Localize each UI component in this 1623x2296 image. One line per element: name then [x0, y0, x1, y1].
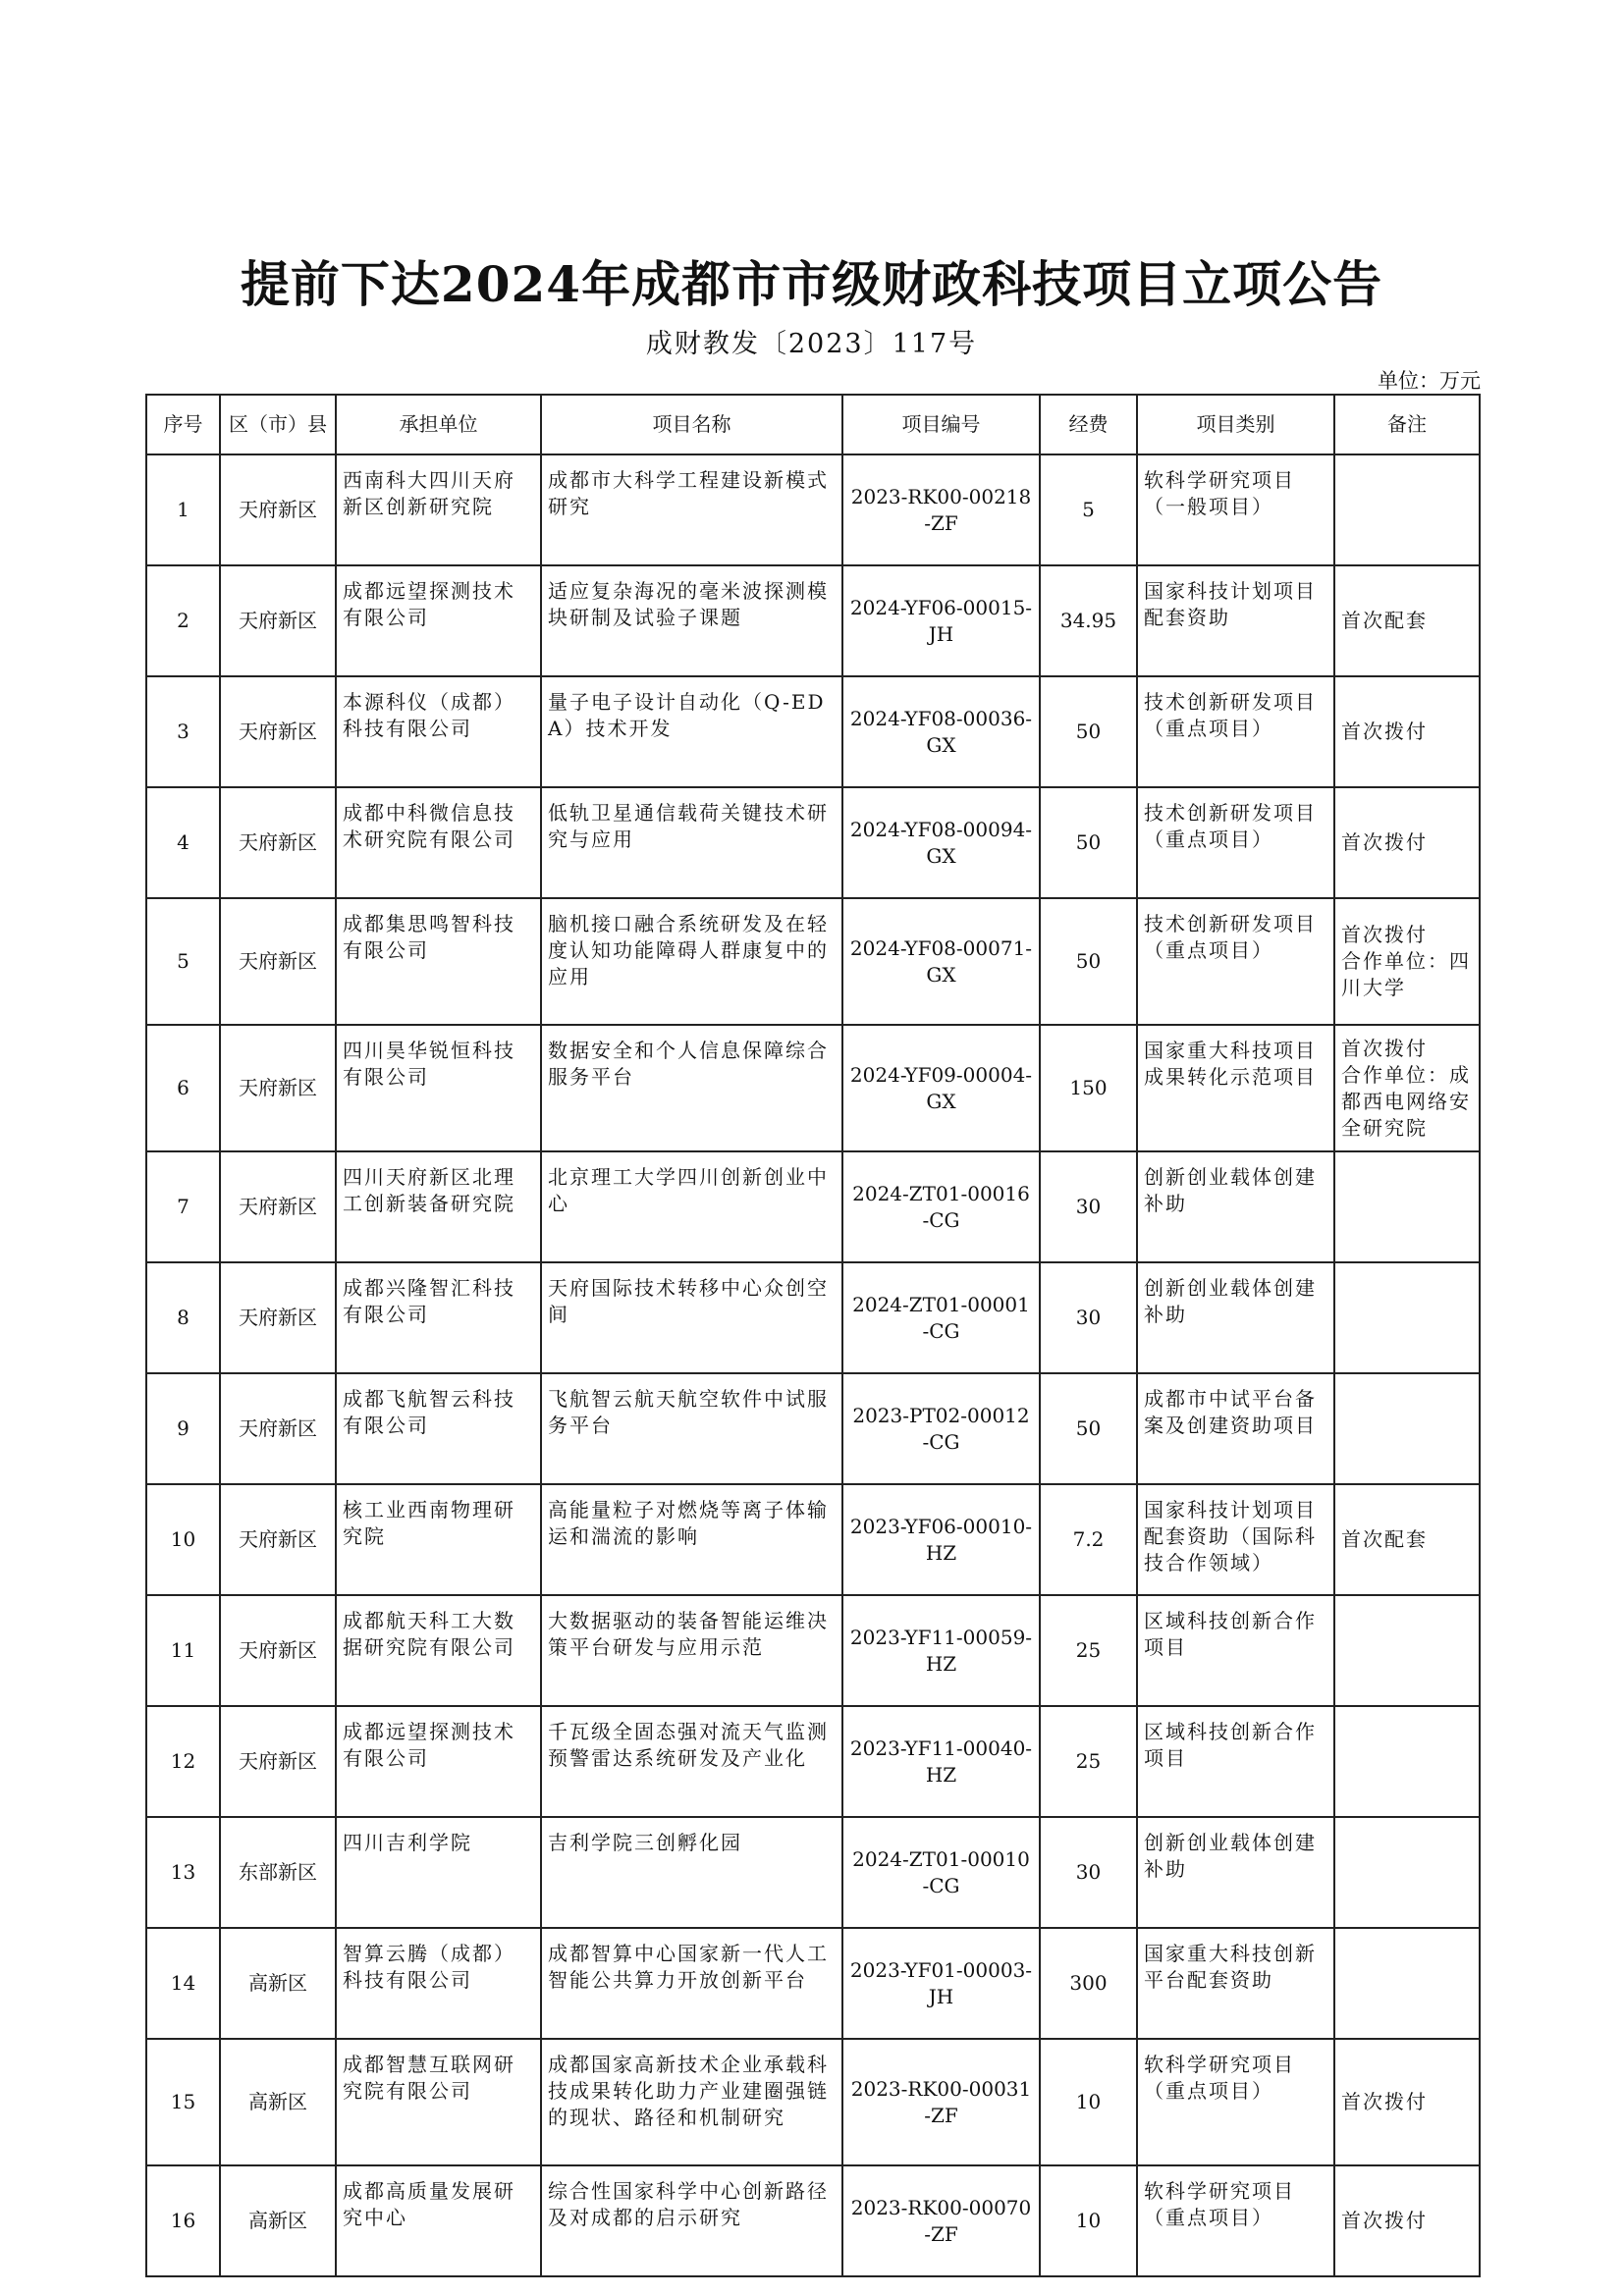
- cell-org: 四川天府新区北理工创新装备研究院: [336, 1151, 541, 1262]
- cell-code: 2023-PT02-00012-CG: [842, 1373, 1040, 1484]
- cell-org: 四川昊华锐恒科技有限公司: [336, 1025, 541, 1151]
- cell-remark: [1334, 1373, 1480, 1484]
- header-org: 承担单位: [336, 395, 541, 454]
- cell-district: 天府新区: [220, 1262, 336, 1373]
- cell-category: 技术创新研发项目（重点项目）: [1137, 787, 1334, 898]
- unit-label: 单位：万元: [1378, 369, 1481, 393]
- cell-no: 11: [146, 1595, 220, 1706]
- cell-category: 国家重大科技项目成果转化示范项目: [1137, 1025, 1334, 1151]
- cell-category: 创新创业载体创建补助: [1137, 1151, 1334, 1262]
- table-row: [146, 1484, 1480, 1595]
- cell-category: 国家重大科技创新平台配套资助: [1137, 1928, 1334, 2039]
- cell-no: 15: [146, 2039, 220, 2165]
- cell-category: 区域科技创新合作项目: [1137, 1706, 1334, 1817]
- cell-code: 2023-RK00-00031-ZF: [842, 2039, 1040, 2165]
- cell-funds: 7.2: [1040, 1484, 1137, 1595]
- table-row: [146, 898, 1480, 1025]
- cell-project: 成都国家高新技术企业承载科技成果转化助力产业建圈强链的现状、路径和机制研究: [541, 2039, 842, 2165]
- cell-project: 低轨卫星通信载荷关键技术研究与应用: [541, 787, 842, 898]
- cell-project: 脑机接口融合系统研发及在轻度认知功能障碍人群康复中的应用: [541, 898, 842, 1025]
- header-no: 序号: [146, 395, 220, 454]
- header-code: 项目编号: [842, 395, 1040, 454]
- cell-code: 2023-YF01-00003-JH: [842, 1928, 1040, 2039]
- document-number: 成财教发〔2023〕117号: [645, 329, 978, 359]
- cell-district: 天府新区: [220, 676, 336, 787]
- cell-district: 高新区: [220, 1928, 336, 2039]
- cell-funds: 30: [1040, 1151, 1137, 1262]
- cell-no: 12: [146, 1706, 220, 1817]
- cell-funds: 50: [1040, 1373, 1137, 1484]
- cell-district: 天府新区: [220, 454, 336, 565]
- cell-funds: 300: [1040, 1928, 1137, 2039]
- table-row: [146, 1373, 1480, 1484]
- table-header-row: [146, 395, 1480, 454]
- cell-project: 适应复杂海况的毫米波探测模块研制及试验子课题: [541, 565, 842, 676]
- cell-code: 2024-ZT01-00010-CG: [842, 1817, 1040, 1928]
- cell-funds: 50: [1040, 676, 1137, 787]
- table-row: [146, 2039, 1480, 2165]
- cell-category: 国家科技计划项目配套资助（国际科技合作领域）: [1137, 1484, 1334, 1595]
- cell-funds: 25: [1040, 1595, 1137, 1706]
- cell-code: 2023-YF11-00059-HZ: [842, 1595, 1040, 1706]
- cell-no: 7: [146, 1151, 220, 1262]
- cell-category: 成都市中试平台备案及创建资助项目: [1137, 1373, 1334, 1484]
- cell-no: 6: [146, 1025, 220, 1151]
- cell-project: 高能量粒子对燃烧等离子体输运和湍流的影响: [541, 1484, 842, 1595]
- cell-remark: [1334, 1928, 1480, 2039]
- table-row: [146, 1595, 1480, 1706]
- cell-district: 天府新区: [220, 1595, 336, 1706]
- cell-no: 10: [146, 1484, 220, 1595]
- cell-org: 智算云腾（成都）科技有限公司: [336, 1928, 541, 2039]
- cell-remark: 首次拨付 合作单位：成都西电网络安全研究院: [1334, 1025, 1480, 1151]
- cell-district: 天府新区: [220, 1706, 336, 1817]
- cell-category: 技术创新研发项目（重点项目）: [1137, 898, 1334, 1025]
- cell-project: 大数据驱动的装备智能运维决策平台研发与应用示范: [541, 1595, 842, 1706]
- cell-no: 8: [146, 1262, 220, 1373]
- cell-district: 天府新区: [220, 787, 336, 898]
- cell-funds: 10: [1040, 2039, 1137, 2165]
- cell-category: 软科学研究项目（重点项目）: [1137, 2039, 1334, 2165]
- cell-code: 2024-YF09-00004-GX: [842, 1025, 1040, 1151]
- cell-code: 2024-ZT01-00001-CG: [842, 1262, 1040, 1373]
- cell-no: 13: [146, 1817, 220, 1928]
- cell-district: 高新区: [220, 2165, 336, 2276]
- cell-remark: 首次拨付: [1334, 787, 1480, 898]
- cell-project: 综合性国家科学中心创新路径及对成都的启示研究: [541, 2165, 842, 2276]
- cell-project: 成都市大科学工程建设新模式研究: [541, 454, 842, 565]
- table-row: [146, 1706, 1480, 1817]
- cell-funds: 150: [1040, 1025, 1137, 1151]
- cell-remark: [1334, 1262, 1480, 1373]
- cell-district: 天府新区: [220, 1373, 336, 1484]
- cell-org: 成都兴隆智汇科技有限公司: [336, 1262, 541, 1373]
- cell-code: 2023-YF11-00040-HZ: [842, 1706, 1040, 1817]
- cell-district: 东部新区: [220, 1817, 336, 1928]
- cell-org: 成都飞航智云科技有限公司: [336, 1373, 541, 1484]
- cell-remark: 首次拨付: [1334, 2039, 1480, 2165]
- cell-remark: 首次配套: [1334, 1484, 1480, 1595]
- cell-code: 2023-RK00-00218-ZF: [842, 454, 1040, 565]
- cell-category: 软科学研究项目（重点项目）: [1137, 2165, 1334, 2276]
- cell-code: 2024-YF08-00036-GX: [842, 676, 1040, 787]
- table-row: [146, 676, 1480, 787]
- document-title: 提前下达2024年成都市市级财政科技项目立项公告: [240, 255, 1383, 313]
- cell-code: 2024-ZT01-00016-CG: [842, 1151, 1040, 1262]
- cell-remark: [1334, 1817, 1480, 1928]
- table-row: [146, 1025, 1480, 1151]
- cell-org: 核工业西南物理研究院: [336, 1484, 541, 1595]
- cell-category: 软科学研究项目（一般项目）: [1137, 454, 1334, 565]
- cell-remark: [1334, 454, 1480, 565]
- cell-funds: 50: [1040, 898, 1137, 1025]
- table-row: [146, 2165, 1480, 2276]
- cell-category: 区域科技创新合作项目: [1137, 1595, 1334, 1706]
- cell-project: 北京理工大学四川创新创业中心: [541, 1151, 842, 1262]
- cell-org: 成都集思鸣智科技有限公司: [336, 898, 541, 1025]
- cell-org: 成都远望探测技术有限公司: [336, 1706, 541, 1817]
- cell-district: 天府新区: [220, 1484, 336, 1595]
- table-row: [146, 1817, 1480, 1928]
- cell-funds: 30: [1040, 1817, 1137, 1928]
- cell-funds: 5: [1040, 454, 1137, 565]
- cell-funds: 50: [1040, 787, 1137, 898]
- cell-no: 16: [146, 2165, 220, 2276]
- cell-project: 成都智算中心国家新一代人工智能公共算力开放创新平台: [541, 1928, 842, 2039]
- cell-district: 天府新区: [220, 1025, 336, 1151]
- cell-category: 创新创业载体创建补助: [1137, 1262, 1334, 1373]
- cell-no: 1: [146, 454, 220, 565]
- cell-remark: 首次拨付 合作单位：四川大学: [1334, 898, 1480, 1025]
- cell-no: 3: [146, 676, 220, 787]
- cell-category: 国家科技计划项目配套资助: [1137, 565, 1334, 676]
- cell-remark: [1334, 1706, 1480, 1817]
- cell-remark: 首次拨付: [1334, 2165, 1480, 2276]
- table-row: [146, 1151, 1480, 1262]
- cell-code: 2023-YF06-00010-HZ: [842, 1484, 1040, 1595]
- cell-org: 成都高质量发展研究中心: [336, 2165, 541, 2276]
- cell-no: 9: [146, 1373, 220, 1484]
- cell-project: 量子电子设计自动化（Q-EDA）技术开发: [541, 676, 842, 787]
- project-table: [145, 394, 1481, 2277]
- cell-category: 创新创业载体创建补助: [1137, 1817, 1334, 1928]
- cell-project: 吉利学院三创孵化园: [541, 1817, 842, 1928]
- cell-district: 天府新区: [220, 898, 336, 1025]
- cell-code: 2023-RK00-00070-ZF: [842, 2165, 1040, 2276]
- table-row: [146, 1928, 1480, 2039]
- cell-district: 天府新区: [220, 565, 336, 676]
- header-district: 区（市）县: [220, 395, 336, 454]
- cell-no: 14: [146, 1928, 220, 2039]
- cell-funds: 34.95: [1040, 565, 1137, 676]
- cell-no: 4: [146, 787, 220, 898]
- cell-org: 成都航天科工大数据研究院有限公司: [336, 1595, 541, 1706]
- header-category: 项目类别: [1137, 395, 1334, 454]
- header-remark: 备注: [1334, 395, 1480, 454]
- cell-org: 西南科大四川天府新区创新研究院: [336, 454, 541, 565]
- table-row: [146, 565, 1480, 676]
- cell-no: 5: [146, 898, 220, 1025]
- cell-org: 成都中科微信息技术研究院有限公司: [336, 787, 541, 898]
- cell-no: 2: [146, 565, 220, 676]
- cell-code: 2024-YF08-00094-GX: [842, 787, 1040, 898]
- cell-project: 天府国际技术转移中心众创空间: [541, 1262, 842, 1373]
- cell-category: 技术创新研发项目（重点项目）: [1137, 676, 1334, 787]
- cell-org: 四川吉利学院: [336, 1817, 541, 1928]
- cell-code: 2024-YF08-00071-GX: [842, 898, 1040, 1025]
- cell-project: 飞航智云航天航空软件中试服务平台: [541, 1373, 842, 1484]
- cell-district: 天府新区: [220, 1151, 336, 1262]
- cell-funds: 10: [1040, 2165, 1137, 2276]
- table-row: [146, 787, 1480, 898]
- cell-remark: 首次配套: [1334, 565, 1480, 676]
- cell-remark: 首次拨付: [1334, 676, 1480, 787]
- cell-remark: [1334, 1595, 1480, 1706]
- cell-code: 2024-YF06-00015-JH: [842, 565, 1040, 676]
- cell-project: 千瓦级全固态强对流天气监测预警雷达系统研发及产业化: [541, 1706, 842, 1817]
- table-row: [146, 1262, 1480, 1373]
- cell-remark: [1334, 1151, 1480, 1262]
- cell-org: 成都远望探测技术有限公司: [336, 565, 541, 676]
- cell-org: 本源科仪（成都）科技有限公司: [336, 676, 541, 787]
- cell-funds: 25: [1040, 1706, 1137, 1817]
- table-row: [146, 454, 1480, 565]
- cell-project: 数据安全和个人信息保障综合服务平台: [541, 1025, 842, 1151]
- cell-funds: 30: [1040, 1262, 1137, 1373]
- cell-district: 高新区: [220, 2039, 336, 2165]
- cell-org: 成都智慧互联网研究院有限公司: [336, 2039, 541, 2165]
- header-funds: 经费: [1040, 395, 1137, 454]
- header-project: 项目名称: [541, 395, 842, 454]
